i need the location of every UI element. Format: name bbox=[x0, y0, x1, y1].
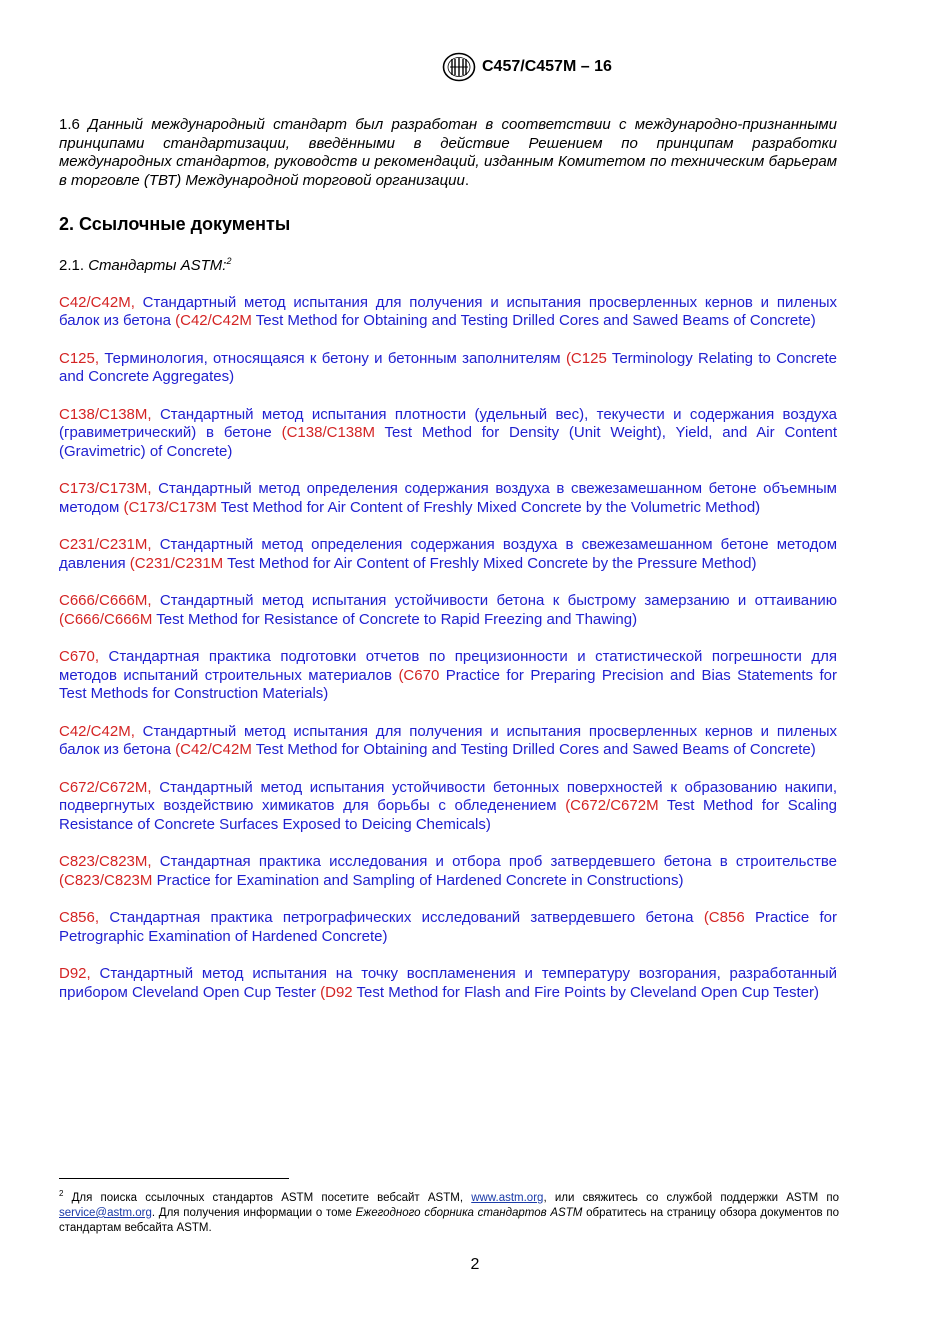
reference-title-ru: Стандартный метод испытания для получения и испытания просверленных кернов и пиленых балок из бетона bbox=[59, 722, 837, 758]
astm-service-email-link[interactable]: service@astm.org bbox=[59, 1206, 152, 1219]
section-title: 2. Ссылочные документы bbox=[59, 214, 291, 234]
reference-title-en: Test Method for Density (Unit Weight), Yield, and Air Content (Gravimetric) of Concrete) bbox=[59, 424, 837, 460]
page-content bbox=[59, 116, 837, 1021]
reference-item bbox=[59, 350, 837, 387]
reference-code-en: (C42/C42M bbox=[175, 741, 252, 758]
reference-code-en: (C670 bbox=[398, 666, 440, 684]
footnote-text-4: обратитесь на страницу обзора документов по стандартам вебсайта ASTM. bbox=[59, 1206, 839, 1234]
reference-title-ru: Стандартный метод испытания на точку воспламенения и температуру возгорания, разработанный прибором Cleveland Open Cup Tester bbox=[59, 965, 837, 1001]
reference-code-en: (C672/C672M bbox=[565, 797, 659, 814]
reference-code-en: (C138/C138M bbox=[281, 424, 375, 441]
subsection-heading bbox=[59, 252, 837, 276]
reference-title-ru: Стандартный метод определения содержания воздуха в свежезамешанном бетоне методом давления bbox=[59, 536, 838, 572]
reference-item bbox=[59, 648, 837, 704]
page-number: 2 bbox=[470, 1256, 480, 1273]
subsection-title: Стандарты ASTM: bbox=[88, 257, 227, 274]
reference-item bbox=[59, 965, 837, 1002]
reference-title-en: Practice for Petrographic Examination of Hardened Concrete) bbox=[59, 909, 837, 945]
reference-code-en: (D92 bbox=[320, 983, 353, 1001]
reference-item bbox=[59, 536, 837, 573]
document-code: C457/C457M – 16 bbox=[482, 58, 612, 75]
astm-website-link[interactable]: www.astm.org bbox=[471, 1191, 544, 1204]
reference-title-ru: Стандартный метод определения содержания воздуха в свежезамешанном бетоне объемным методом bbox=[59, 480, 837, 516]
reference-title-ru: Стандартный метод испытания плотности (удельный вес), текучести и содержания воздуха (гравиметрический) в бетоне bbox=[59, 405, 838, 441]
intro-period: . bbox=[464, 171, 470, 189]
reference-code: D92, bbox=[59, 965, 91, 982]
reference-title-ru: Стандартная практика исследования и отбора проб затвердевшего бетона в строительстве bbox=[159, 853, 837, 870]
reference-code: C231/C231M, bbox=[59, 536, 152, 553]
reference-code: C173/C173M, bbox=[59, 480, 152, 497]
reference-code: C670, bbox=[59, 648, 100, 665]
reference-code: C138/C138M, bbox=[59, 405, 152, 423]
intro-paragraph bbox=[59, 116, 837, 190]
reference-title-en: Practice for Examination and Sampling of Hardened Concrete in Constructions) bbox=[156, 871, 684, 889]
reference-code: C672/C672M, bbox=[59, 778, 152, 796]
astm-logo-icon bbox=[442, 52, 476, 82]
reference-code-en: (C856 bbox=[703, 909, 745, 926]
reference-title-en: Terminology Relating to Concrete and Concrete Aggregates) bbox=[59, 349, 838, 385]
reference-title-en: Test Method for Scaling Resistance of Concrete Surfaces Exposed to Deicing Chemicals) bbox=[59, 797, 838, 833]
page-header bbox=[442, 52, 612, 82]
reference-title-en: Test Method for Air Content of Freshly Mixed Concrete by the Volumetric Method) bbox=[220, 498, 761, 516]
reference-item bbox=[59, 480, 837, 517]
reference-item bbox=[59, 592, 837, 629]
footnote-sup: 2 bbox=[59, 1189, 64, 1198]
reference-title-en: Test Method for Air Content of Freshly Mixed Concrete by the Pressure Method) bbox=[227, 554, 757, 572]
reference-code: C856, bbox=[59, 909, 100, 926]
reference-title-en: Practice for Preparing Precision and Bias Statements for Test Methods for Construction Materials) bbox=[59, 666, 837, 702]
reference-code-en: (C125 bbox=[565, 349, 607, 367]
reference-title-en: Test Method for Resistance of Concrete to Rapid Freezing and Thawing) bbox=[156, 610, 638, 628]
reference-title-ru: Стандартный метод испытания устойчивости бетона к быстрому замерзанию и оттаиванию bbox=[159, 592, 838, 609]
reference-item bbox=[59, 294, 837, 331]
reference-item bbox=[59, 779, 837, 835]
reference-code-en: (C666/C666M bbox=[59, 610, 153, 628]
footnote-italic: Ежегодного сборника стандартов ASTM bbox=[355, 1206, 583, 1219]
reference-title-ru: Стандартная практика подготовки отчетов по прецизионности и статистической погрешности для методов испытаний строительных материалов bbox=[59, 648, 837, 684]
reference-title-en: Test Method for Obtaining and Testing Drilled Cores and Sawed Beams of Concrete) bbox=[255, 741, 816, 758]
reference-code-en: (C231/C231M bbox=[129, 554, 224, 572]
reference-title-ru: Стандартный метод испытания устойчивости бетонных поверхностей к образованию накипи, подвергнутых воздействию химикатов для борьбы с обледенением bbox=[59, 778, 838, 814]
reference-list bbox=[59, 294, 837, 1003]
subsection-number: 2.1. bbox=[59, 257, 85, 274]
reference-item bbox=[59, 406, 837, 462]
footnote-marker: 2 bbox=[226, 256, 232, 266]
reference-title-ru: Терминология, относящаяся к бетону и бетонным заполнителям bbox=[104, 349, 561, 367]
intro-text: Данный международный стандарт был разработан в соответствии с международно-признанными принципами стандартизации, введёнными в действие Решением по принципам разработки международных стандартов, руководств и рекомендаций, изданным Комитетом по техническим барьерам в торговле (ТВТ) Международной торговой организации bbox=[59, 116, 838, 189]
reference-code: C823/C823M, bbox=[59, 853, 152, 870]
reference-code-en: (C173/C173M bbox=[123, 498, 217, 516]
reference-title-ru: Стандартный метод испытания для получения и испытания просверленных кернов и пиленых балок из бетона bbox=[59, 293, 837, 329]
reference-code-en: (C42/C42M bbox=[175, 312, 252, 329]
footnote-text-2: , или свяжитесь со службой поддержки ASTM по bbox=[543, 1191, 839, 1204]
reference-code: C666/C666M, bbox=[59, 592, 152, 609]
footnote bbox=[59, 1186, 839, 1236]
reference-code: C42/C42M, bbox=[59, 722, 135, 740]
intro-number: 1.6 bbox=[59, 116, 80, 133]
reference-title-en: Test Method for Obtaining and Testing Drilled Cores and Sawed Beams of Concrete) bbox=[255, 312, 816, 329]
reference-item bbox=[59, 909, 837, 946]
reference-title-ru: Стандартная практика петрографических исследований затвердевшего бетона bbox=[109, 909, 694, 926]
reference-item bbox=[59, 723, 837, 760]
reference-code: C125, bbox=[59, 349, 100, 367]
footnote-text-3: . Для получения информации о томе bbox=[151, 1206, 352, 1219]
footnote-divider bbox=[59, 1178, 289, 1179]
footnote-text-1: Для поиска ссылочных стандартов ASTM посетите вебсайт ASTM, bbox=[71, 1191, 464, 1204]
reference-code: C42/C42M, bbox=[59, 293, 135, 311]
reference-title-en: Test Method for Flash and Fire Points by Cleveland Open Cup Tester) bbox=[356, 983, 819, 1001]
reference-item bbox=[59, 853, 837, 890]
reference-code-en: (C823/C823M bbox=[59, 871, 153, 889]
